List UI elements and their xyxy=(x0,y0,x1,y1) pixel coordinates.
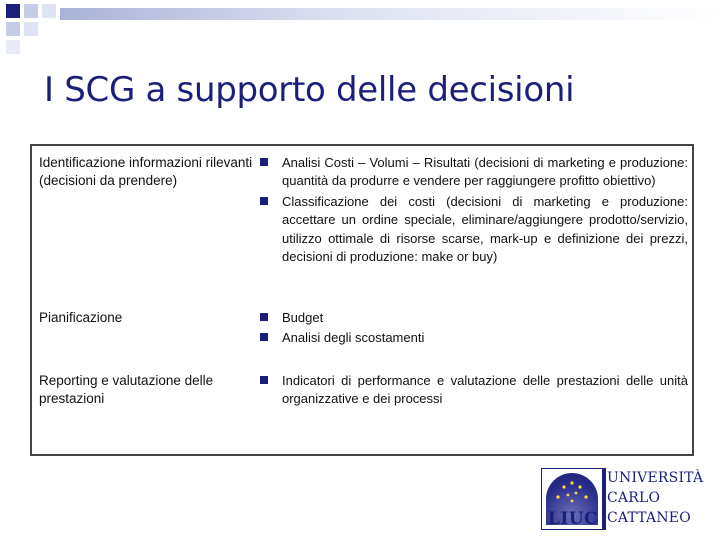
deco-square xyxy=(6,22,20,36)
slide-title: I SCG a supporto delle decisioni xyxy=(44,70,575,110)
logo-divider xyxy=(603,468,606,530)
row-bullets xyxy=(258,309,688,350)
logo-wordmark xyxy=(607,468,704,530)
row-label: Identificazione informazioni rilevanti (decisioni da prendere) xyxy=(39,155,253,188)
deco-square xyxy=(24,4,38,18)
row-bullets xyxy=(258,372,688,411)
bullet-item xyxy=(258,193,688,267)
bullet-item xyxy=(258,309,688,327)
stars-icon xyxy=(546,473,598,513)
row-bullets xyxy=(258,154,688,268)
square-bullet-icon xyxy=(260,333,268,341)
logo-acronym: LIUC xyxy=(547,509,599,529)
bullet-text: Analisi degli scostamenti xyxy=(282,330,425,346)
content-table xyxy=(30,144,694,456)
liuc-logo xyxy=(541,468,704,530)
square-bullet-icon xyxy=(260,313,268,321)
square-bullet-icon xyxy=(260,376,268,384)
row-label: Pianificazione xyxy=(39,310,123,325)
deco-gradient-band xyxy=(60,8,720,20)
logo-line-2: CARLO xyxy=(607,490,661,506)
row-label: Reporting e valutazione delle prestazioni xyxy=(39,373,214,406)
bullet-text: Analisi Costi – Volumi – Risultati (decisioni di marketing e produzione: quantità da produrre e vendere per raggiungere profitto obiettivo) xyxy=(282,155,688,189)
logo-emblem xyxy=(541,468,603,530)
logo-line-1: UNIVERSITÀ xyxy=(607,470,704,486)
deco-square xyxy=(24,22,38,36)
deco-square xyxy=(6,4,20,18)
bullet-item xyxy=(258,154,688,191)
logo-line-3: CATTANEO xyxy=(607,510,691,526)
bullet-item xyxy=(258,329,688,347)
square-bullet-icon xyxy=(260,197,268,205)
bullet-text: Budget xyxy=(282,310,324,325)
bullet-text: Classificazione dei costi (decisioni di marketing e produzione: accettare un ordine speciale, eliminare/aggiungere prodotto/servizio, utilizzo ottimale di risorse scarse, mark-up e definizione dei prezzi, decisioni di produzione: make or buy) xyxy=(282,193,688,265)
square-bullet-icon xyxy=(260,158,268,166)
deco-square xyxy=(6,40,20,54)
deco-square xyxy=(42,4,56,18)
bullet-item xyxy=(258,372,688,409)
bullet-text: Indicatori di performance e valutazione delle prestazioni delle unità organizzative e dei processi xyxy=(282,373,688,407)
